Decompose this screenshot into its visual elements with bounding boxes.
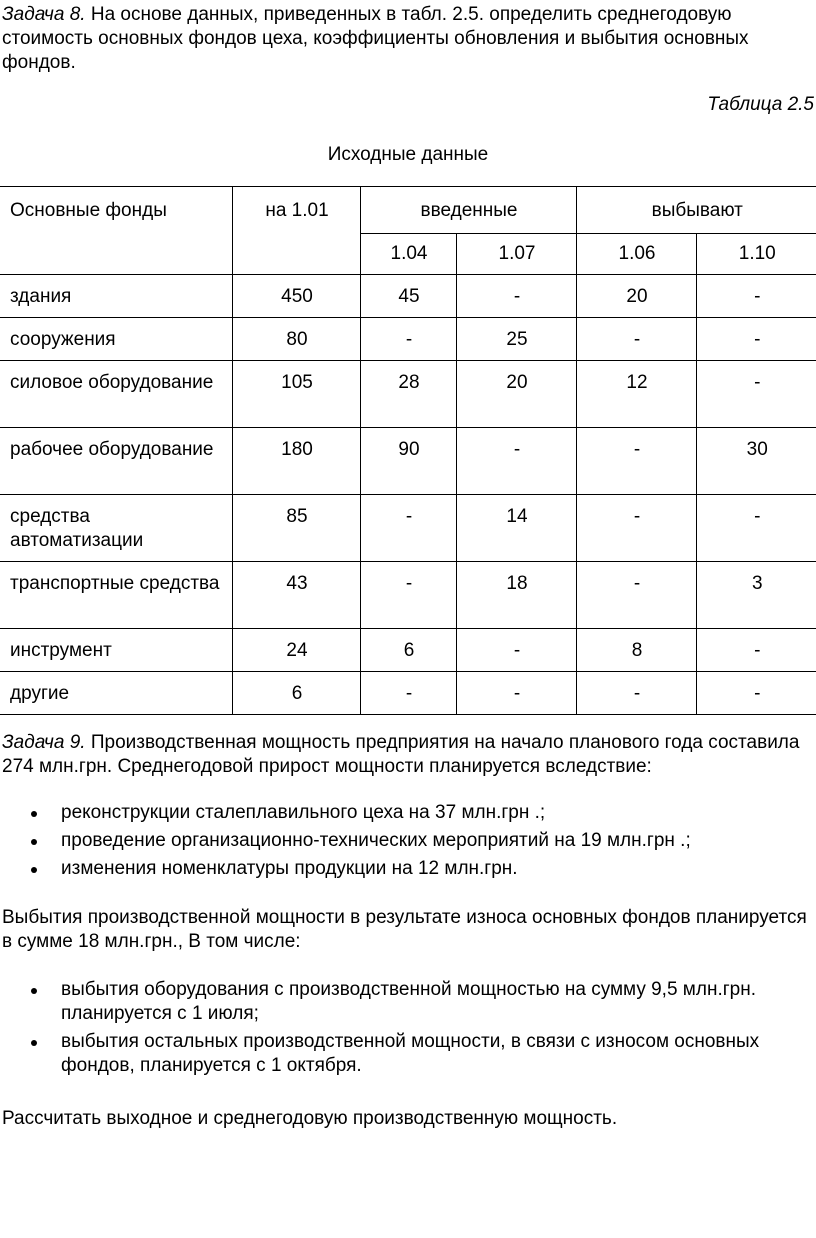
cell-out-06: 8 bbox=[576, 629, 696, 672]
cell-out-06: 12 bbox=[576, 361, 696, 428]
cell-in-04: - bbox=[360, 318, 456, 361]
list-item-text: изменения номенклатуры продукции на 12 млн.грн. bbox=[61, 858, 518, 879]
cell-in-04: 28 bbox=[360, 361, 456, 428]
bullet-icon bbox=[31, 839, 37, 845]
cell-out-10: 3 bbox=[696, 562, 816, 629]
cell-out-10: 30 bbox=[696, 428, 816, 495]
task8-paragraph bbox=[2, 3, 814, 75]
cell-out-10: - bbox=[696, 672, 816, 715]
cell-out-10: - bbox=[696, 495, 816, 562]
cell-start: 24 bbox=[232, 629, 360, 672]
table-row bbox=[0, 672, 816, 715]
growth-factors-list bbox=[0, 801, 816, 885]
table-row bbox=[0, 275, 816, 318]
header-assets: Основные фонды bbox=[0, 187, 232, 275]
list-item bbox=[0, 801, 816, 825]
final-instruction: Рассчитать выходное и среднегодовую производственную мощность. bbox=[2, 1108, 618, 1129]
list-item-text: реконструкции сталеплавильного цеха на 37 млн.грн .; bbox=[61, 802, 546, 823]
table-row bbox=[0, 428, 816, 495]
cell-in-07: 18 bbox=[456, 562, 576, 629]
row-name: средства автоматизации bbox=[0, 495, 232, 562]
bullet-icon bbox=[31, 811, 37, 817]
cell-out-06: - bbox=[576, 562, 696, 629]
cell-in-04: - bbox=[360, 495, 456, 562]
header-retired: выбывают bbox=[576, 187, 816, 234]
cell-out-06: - bbox=[576, 495, 696, 562]
table-caption: Таблица 2.5 bbox=[707, 94, 814, 115]
cell-in-04: - bbox=[360, 672, 456, 715]
subheader-cell: 1.10 bbox=[696, 234, 816, 275]
cell-in-07: - bbox=[456, 275, 576, 318]
table-row bbox=[0, 361, 816, 428]
table-header-row bbox=[0, 187, 816, 234]
bullet-icon bbox=[31, 988, 37, 994]
cell-in-07: - bbox=[456, 428, 576, 495]
task9-label: Задача 9. bbox=[2, 732, 86, 753]
cell-out-10: - bbox=[696, 318, 816, 361]
cell-out-10: - bbox=[696, 275, 816, 318]
cell-start: 43 bbox=[232, 562, 360, 629]
cell-in-07: 14 bbox=[456, 495, 576, 562]
list-item-text: проведение организационно-технических мероприятий на 19 млн.грн .; bbox=[61, 830, 691, 851]
cell-in-07: 20 bbox=[456, 361, 576, 428]
cell-in-04: - bbox=[360, 562, 456, 629]
cell-out-06: - bbox=[576, 318, 696, 361]
cell-start: 85 bbox=[232, 495, 360, 562]
cell-start: 6 bbox=[232, 672, 360, 715]
table-row bbox=[0, 318, 816, 361]
cell-start: 105 bbox=[232, 361, 360, 428]
cell-out-10: - bbox=[696, 361, 816, 428]
cell-in-07: - bbox=[456, 672, 576, 715]
list-item bbox=[0, 1030, 816, 1078]
table-row bbox=[0, 629, 816, 672]
cell-in-04: 90 bbox=[360, 428, 456, 495]
list-item-text: выбытия оборудования с производственной мощностью на сумму 9,5 млн.грн. планируется с 1 июля; bbox=[61, 979, 756, 1024]
task9-paragraph bbox=[2, 731, 814, 779]
table-row bbox=[0, 495, 816, 562]
list-item bbox=[0, 978, 816, 1026]
subheader-cell: 1.06 bbox=[576, 234, 696, 275]
task8-text: На основе данных, приведенных в табл. 2.5. определить среднегодовую стоимость основных фондов цеха, коэффициенты обновления и выбытия основных фондов. bbox=[2, 4, 749, 73]
bullet-icon bbox=[31, 1040, 37, 1046]
row-name: здания bbox=[0, 275, 232, 318]
row-name: рабочее оборудование bbox=[0, 428, 232, 495]
fixed-assets-table bbox=[0, 186, 816, 715]
task9-text: Производственная мощность предприятия на начало планового года составила 274 млн.грн. Среднегодовой прирост мощности планируется вследствие: bbox=[2, 732, 800, 777]
header-start: на 1.01 bbox=[232, 187, 360, 275]
cell-out-06: 20 bbox=[576, 275, 696, 318]
header-introduced: введенные bbox=[360, 187, 576, 234]
table-row bbox=[0, 562, 816, 629]
bullet-icon bbox=[31, 867, 37, 873]
cell-out-10: - bbox=[696, 629, 816, 672]
cell-start: 180 bbox=[232, 428, 360, 495]
subheader-cell: 1.07 bbox=[456, 234, 576, 275]
row-name: силовое оборудование bbox=[0, 361, 232, 428]
cell-out-06: - bbox=[576, 428, 696, 495]
cell-start: 80 bbox=[232, 318, 360, 361]
cell-in-07: 25 bbox=[456, 318, 576, 361]
list-item bbox=[0, 829, 816, 853]
retirement-list bbox=[0, 978, 816, 1082]
table-title: Исходные данные bbox=[327, 144, 489, 165]
list-item-text: выбытия остальных производственной мощности, в связи с износом основных фондов, планируется с 1 октября. bbox=[61, 1031, 760, 1076]
row-name: другие bbox=[0, 672, 232, 715]
retirement-paragraph: Выбытия производственной мощности в результате износа основных фондов планируется в сумме 18 млн.грн., В том числе: bbox=[2, 907, 807, 952]
cell-in-07: - bbox=[456, 629, 576, 672]
list-item bbox=[0, 857, 816, 881]
cell-in-04: 45 bbox=[360, 275, 456, 318]
subheader-cell: 1.04 bbox=[360, 234, 456, 275]
task8-label: Задача 8. bbox=[2, 4, 86, 25]
cell-start: 450 bbox=[232, 275, 360, 318]
row-name: транспортные средства bbox=[0, 562, 232, 629]
cell-in-04: 6 bbox=[360, 629, 456, 672]
row-name: инструмент bbox=[0, 629, 232, 672]
row-name: сооружения bbox=[0, 318, 232, 361]
cell-out-06: - bbox=[576, 672, 696, 715]
